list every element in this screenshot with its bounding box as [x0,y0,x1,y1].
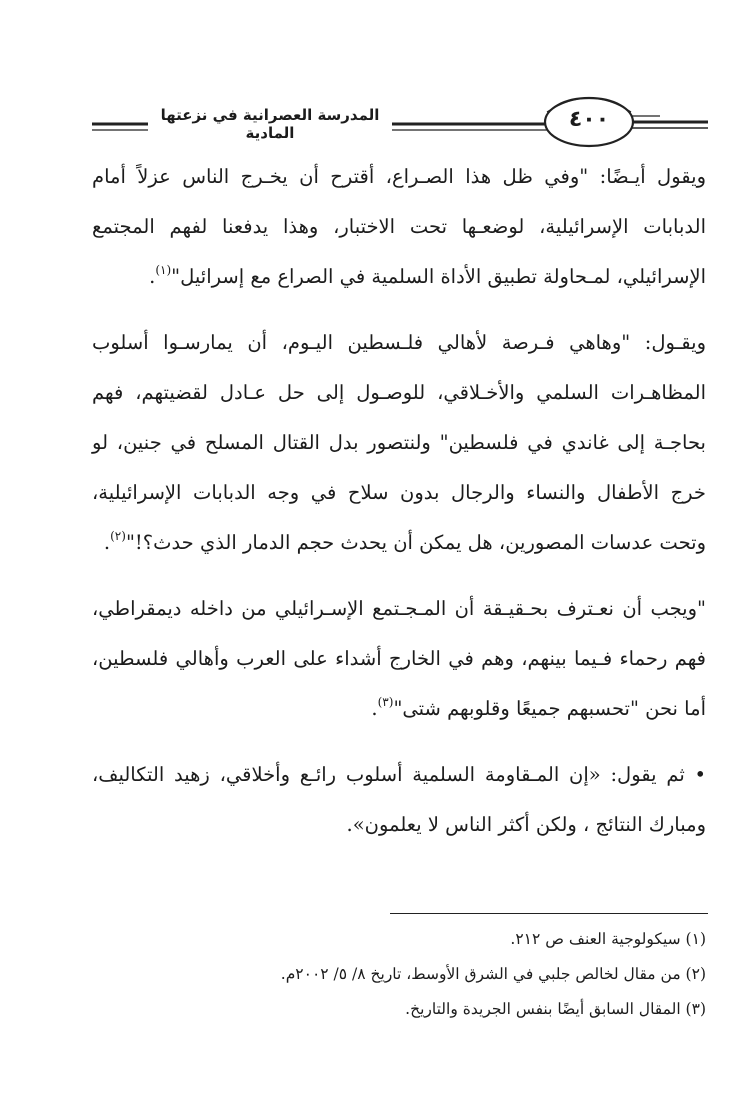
paragraph-1 [92,152,706,302]
paragraph-1-tail: . [149,265,156,288]
footnote-ref-1: (١) [155,263,172,277]
main-text [92,152,706,850]
paragraph-2-text: ويقـول: "وهاهي فـرصة لأهالي فلـسطين اليـوم، أن يمارسـوا أسلوب المظاهـرات السلمي والأخـلاقي، للوصـول إلى حل عـادل لقضيتهم، فهم بحاجـة إلى غاندي في فلسطين" ولنتصور بدل القتال المسلح في جنين، لو خرج الأطفال والنساء والرجال بدون سلاح في وجه الدبابات الإسرائيلية، وتحت عدسات المصورين، هل يمكن أن يحدث حجم الدمار الذي حدث؟!" [92,331,706,554]
footnote-2: (٢) من مقال لخالص جلبي في الشرق الأوسط، تاريخ ٨/ ٥/ ٢٠٠٢م. [280,965,706,983]
footnote-divider [390,913,708,914]
paragraph-2 [92,318,706,568]
page-number: ٤٠٠ [568,107,610,132]
paragraph-4: • ثم يقول: «إن المـقاومة السلمية أسلوب رائـع وأخلاقي، زهيد التكاليف، ومبارك النتائج ، ولكن أكثر الناس لا يعلمون». [92,763,706,836]
footnotes [92,922,706,1027]
paragraph-3-text: "ويجب أن نعـترف بحـقيـقة أن المـجـتمع الإسـرائيلي من داخله ديمقراطي، فهم رحماء فـيما بينهم، وهم في الخارج أشداء على العرب وأهالي فلسطين، أما نحن "تحسبهم جميعًا وقلوبهم شتى" [92,597,706,720]
footnote-1: (١) سيكولوجية العنف ص ٢١٢. [510,930,706,948]
paragraph-3 [92,584,706,734]
footnote-ref-2: (٢) [110,529,126,543]
paragraph-3-tail: . [371,697,378,720]
paragraph-1-text: ويقول أيـضًا: "وفي ظل هذا الصـراع، أقترح أن يخـرج الناس عزلاً أمام الدبابات الإسرائيلية، لوضعـها تحت الاختبار، وهذا يدفعنا لفهم المجتمع الإسرائيلي، لمـحاولة تطبيق الأداة السلمية في الصراع مع إسرائيل" [92,165,706,288]
running-title: المدرسة العصرانية في نزعتها المادية [160,106,380,142]
footnote-ref-3: (٣) [377,695,394,709]
page-header [0,0,755,160]
footnote-3: (٣) المقال السابق أيضًا بنفس الجريدة والتاريخ. [405,1000,706,1018]
paragraph-2-tail: . [103,531,111,554]
